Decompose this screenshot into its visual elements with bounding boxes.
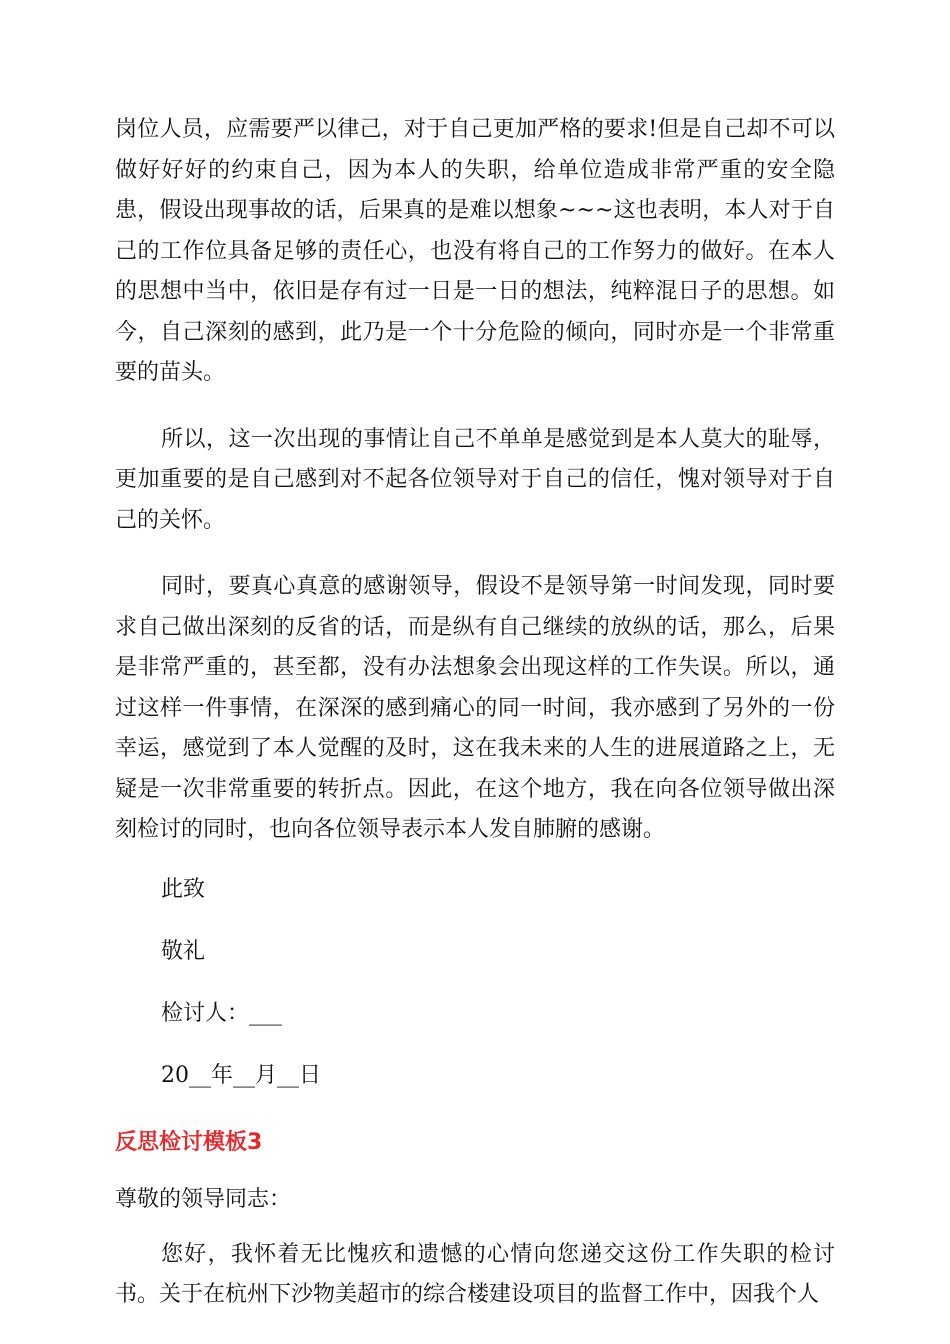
body-paragraph-1: 岗位人员，应需要严以律己，对于自己更加严格的要求!但是自己却不可以做好好好的约束自己，因为本人的失职，给单位造成非常严重的安全隐患，假设出现事故的话，后果真的是难以想象~~~这也表明，本人对于自己的工作位具备足够的责任心，也没有将自己的工作努力的做好。在本人的思想中当中，依旧是存有过一日是一日的想法，纯粹混日子的思想。如今，自己深刻的感到，此乃是一个十分危险的倾向，同时亦是一个非常重要的苗头。 xyxy=(115,117,835,385)
body-paragraph-2: 所以，这一次出现的事情让自己不单单是感觉到是本人莫大的耻辱，更加重要的是自己感到对不起各位领导对于自己的信任，愧对领导对于自己的关怀。 xyxy=(115,426,835,533)
body-paragraph-3: 同时，要真心真意的感谢领导，假设不是领导第一时间发现，同时要求自己做出深刻的反省的话，而是纵有自己继续的放纵的话，那么，后果是非常严重的，甚至都，没有办法想象会出现这样的工作失误。所以，通过这样一件事情，在深深的感到痛心的同一时间，我亦感到了另外的一份幸运，感觉到了本人觉醒的及时，这在我未来的人生的进展道路之上，无疑是一次非常重要的转折点。因此，在这个地方，我在向各位领导做出深刻检讨的同时，也向各位领导表示本人发自肺腑的感谢。 xyxy=(115,574,835,842)
closing-line-1: 此致 xyxy=(161,876,206,902)
document-page xyxy=(115,110,835,1316)
signer-line: 检讨人：___ xyxy=(161,1000,283,1026)
date-line: 20__年__月__日 xyxy=(161,1062,321,1088)
section-body-paragraph: 您好，我怀着无比愧疚和遗憾的心情向您递交这份工作失职的检讨书。关于在杭州下沙物美超市的综合楼建设项目的监督工作中，因我个人 xyxy=(115,1241,835,1307)
closing-line-2: 敬礼 xyxy=(161,938,206,964)
salutation: 尊敬的领导同志： xyxy=(115,1186,292,1212)
section-heading: 反思检讨模板3 xyxy=(115,1129,263,1155)
